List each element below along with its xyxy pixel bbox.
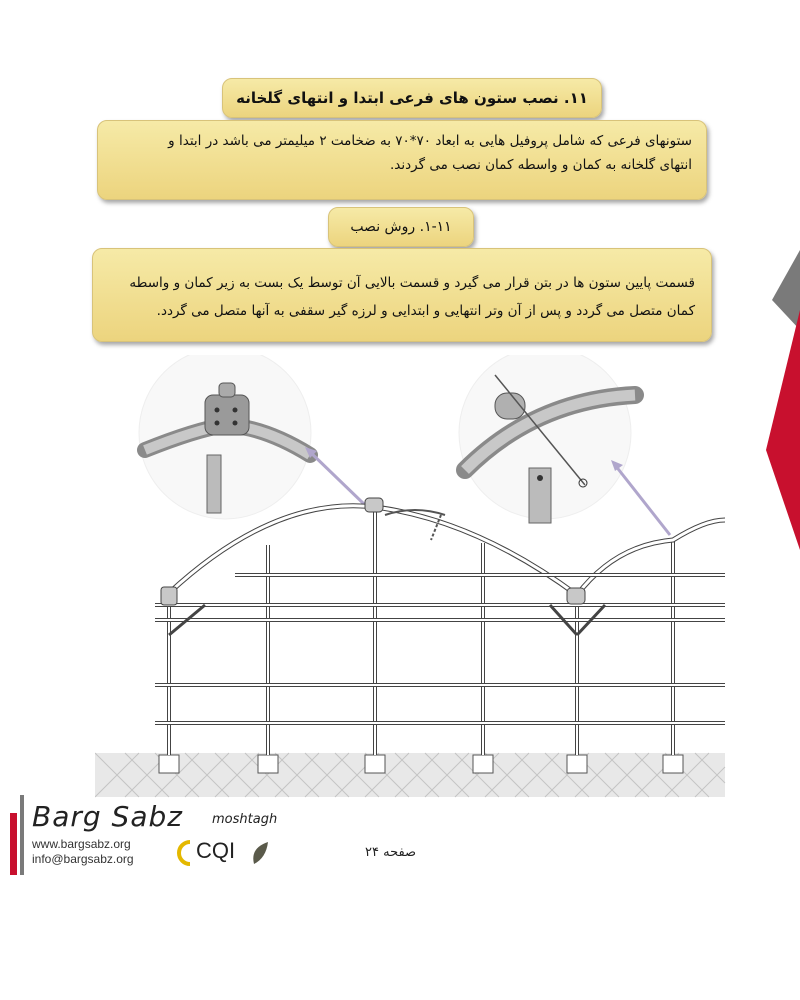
page-number: صفحه ۲۴ (365, 845, 417, 860)
subsection-paragraph-box (92, 248, 712, 342)
subsection-paragraph-line-2: کمان متصل می گردد و پس از آن وتر انتهایی و ابتدایی و لرزه گیر سقفی به آنها متصل می گردد. (156, 303, 695, 319)
section-paragraph-box (97, 120, 707, 200)
subsection-title-box (328, 207, 474, 247)
arch-joint-detail-icon (139, 355, 311, 519)
subsection-title: ۱-۱۱. روش نصب (350, 219, 452, 235)
brand-logo-icon (8, 795, 24, 875)
brand-name: Barg Sabz (32, 800, 183, 833)
section-paragraph-line-1: ستونهای فرعی که شامل پروفیل هایی به ابعاد ۷۰*۷۰ به ضخامت ۲ میلیمتر می باشد در ابتدا و (168, 133, 692, 149)
email-link[interactable]: info@bargsabz.org (32, 852, 134, 866)
greenhouse-frame-diagram (95, 355, 735, 805)
leaf-icon (250, 840, 270, 866)
website-link[interactable]: www.bargsabz.org (32, 837, 131, 851)
section-paragraph-line-2: انتهای گلخانه به کمان و واسطه کمان نصب می گردند. (390, 157, 692, 173)
section-title-box (222, 78, 602, 118)
side-decoration-icon (766, 250, 800, 550)
cqi-logo-icon (176, 840, 194, 866)
section-title: ۱۱. نصب ستون های فرعی ابتدا و انتهای گلخانه (236, 89, 588, 107)
cqi-logo-text: CQI (196, 838, 236, 863)
brand-subtitle: moshtagh (212, 812, 278, 827)
subsection-paragraph-line-1: قسمت پایین ستون ها در بتن قرار می گیرد و قسمت بالایی آن توسط یک بست به زیر کمان و واسطه (129, 275, 695, 291)
clamp-detail-icon (459, 355, 635, 523)
